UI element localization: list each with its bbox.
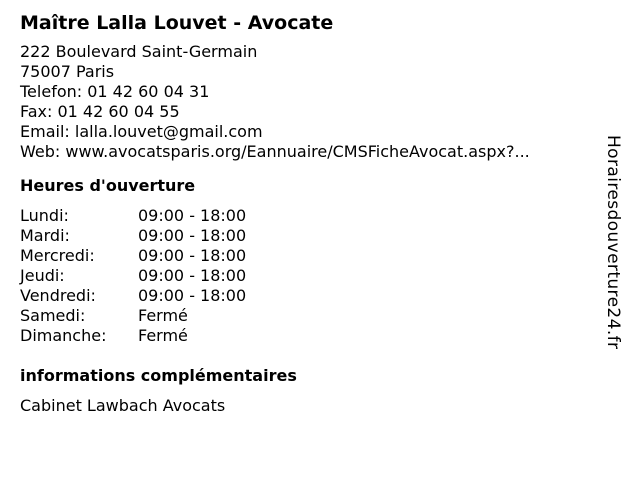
hours-row-sunday — [20, 326, 600, 346]
hours-row-wednesday — [20, 246, 600, 266]
web-line: Web: www.avocatsparis.org/Eannuaire/CMSFicheAvocat.aspx?... — [20, 142, 530, 161]
hours-row-thursday — [20, 266, 600, 286]
email-line: Email: lalla.louvet@gmail.com — [20, 122, 263, 141]
hours-day: Lundi: — [20, 206, 69, 225]
address-block — [20, 42, 600, 162]
business-card — [20, 10, 600, 416]
hours-row-tuesday — [20, 226, 600, 246]
hours-row-saturday — [20, 306, 600, 326]
hours-day: Mardi: — [20, 226, 70, 245]
hours-time: Fermé — [138, 306, 188, 325]
extra-info-text: Cabinet Lawbach Avocats — [20, 396, 226, 415]
hours-time: 09:00 - 18:00 — [138, 226, 247, 245]
hours-time: 09:00 - 18:00 — [138, 206, 247, 225]
site-brand-vertical: Horairesdouverture24.fr — [603, 135, 623, 350]
hours-day: Jeudi: — [20, 266, 65, 285]
hours-table — [20, 206, 600, 346]
hours-day: Vendredi: — [20, 286, 96, 305]
phone-line: Telefon: 01 42 60 04 31 — [20, 82, 210, 101]
hours-row-friday — [20, 286, 600, 306]
hours-time: 09:00 - 18:00 — [138, 266, 247, 285]
fax-line: Fax: 01 42 60 04 55 — [20, 102, 180, 121]
extra-info-heading: informations complémentaires — [20, 366, 297, 385]
city-line: 75007 Paris — [20, 62, 115, 81]
hours-time: 09:00 - 18:00 — [138, 286, 247, 305]
hours-day: Dimanche: — [20, 326, 107, 345]
street-line: 222 Boulevard Saint-Germain — [20, 42, 258, 61]
hours-row-monday — [20, 206, 600, 226]
hours-day: Samedi: — [20, 306, 86, 325]
hours-time: 09:00 - 18:00 — [138, 246, 247, 265]
hours-time: Fermé — [138, 326, 188, 345]
page-title: Maître Lalla Louvet - Avocate — [20, 12, 334, 34]
hours-day: Mercredi: — [20, 246, 95, 265]
hours-heading: Heures d'ouverture — [20, 176, 196, 195]
